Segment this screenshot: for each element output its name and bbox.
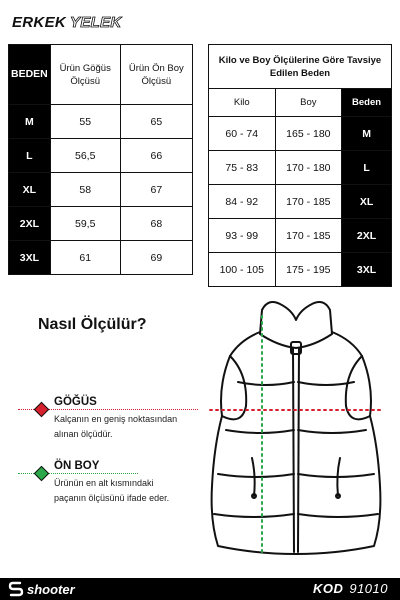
vest-illustration [196,296,396,558]
length-cell: 66 [120,139,192,173]
size-header-beden: BEDEN [9,45,51,105]
table-row [209,219,392,253]
weight-cell: 84 - 92 [209,185,276,219]
product-code-value: 91010 [349,581,388,596]
height-cell: 170 - 180 [275,151,342,185]
brand-logo [8,581,75,597]
size-cell: 2XL [342,219,392,253]
size-header-chest: Ürün Göğüs Ölçüsü [50,45,120,105]
product-code [313,581,388,596]
weight-cell: 100 - 105 [209,253,276,287]
chest-cell: 59,5 [50,207,120,241]
table-row [9,207,193,241]
weight-cell: 60 - 74 [209,117,276,151]
size-cell: 2XL [9,207,51,241]
rec-header-boy: Boy [275,89,342,117]
front-length-description-line: paçanın ölçüsünü ifade eder. [54,493,170,503]
length-cell: 65 [120,105,192,139]
table-row [209,253,392,287]
chest-cell: 55 [50,105,120,139]
weight-cell: 75 - 83 [209,151,276,185]
front-length-description [54,476,169,506]
rec-header-kilo: Kilo [209,89,276,117]
height-cell: 170 - 185 [275,219,342,253]
height-cell: 170 - 185 [275,185,342,219]
front-length-diamond-icon [34,466,50,482]
table-row [209,185,392,219]
table-row [9,241,193,275]
shooter-s-icon [8,581,24,597]
table-row [209,117,392,151]
table-row [9,105,193,139]
size-cell: XL [342,185,392,219]
front-length-label: ÖN BOY [54,460,100,472]
weight-cell: 93 - 99 [209,219,276,253]
title-erkek: ERKEK [12,14,67,31]
product-code-label: KOD [312,581,344,596]
page-title [12,14,122,31]
chest-description [54,412,177,442]
vest-zipper [293,348,299,552]
size-cell: XL [9,173,51,207]
table-row [9,139,193,173]
length-cell: 68 [120,207,192,241]
recommendation-table [208,44,392,287]
height-cell: 165 - 180 [275,117,342,151]
size-cell: M [9,105,51,139]
chest-label: GÖĞÜS [54,396,97,408]
length-cell: 67 [120,173,192,207]
brand-name: shooter [27,581,75,597]
size-header-length: Ürün Ön Boy Ölçüsü [120,45,192,105]
chest-cell: 61 [50,241,120,275]
size-cell: L [9,139,51,173]
chest-description-line: Kalçanın en geniş noktasından [54,414,178,424]
front-length-description-line: Ürünün en alt kısmındaki [54,478,154,488]
rec-title-row [209,45,392,89]
rec-table-title: Kilo ve Boy Ölçülerine Göre Tavsiye Edilen Beden [209,45,392,89]
table-row [9,173,193,207]
chest-description-line: alınan ölçüdür. [54,429,113,439]
how-to-measure-heading: Nasıl Ölçülür? [38,316,147,333]
rec-header-row [209,89,392,117]
footer-bar [0,578,400,600]
title-yelek: YELEK [70,14,122,31]
size-cell: 3XL [9,241,51,275]
size-cell: M [342,117,392,151]
chest-cell: 56,5 [50,139,120,173]
table-row [209,151,392,185]
chest-diamond-icon [34,402,50,418]
length-cell: 69 [120,241,192,275]
size-table [8,44,193,275]
rec-header-beden: Beden [342,89,392,117]
size-cell: L [342,151,392,185]
height-cell: 175 - 195 [275,253,342,287]
size-table-header-row [9,45,193,105]
chest-cell: 58 [50,173,120,207]
size-cell: 3XL [342,253,392,287]
